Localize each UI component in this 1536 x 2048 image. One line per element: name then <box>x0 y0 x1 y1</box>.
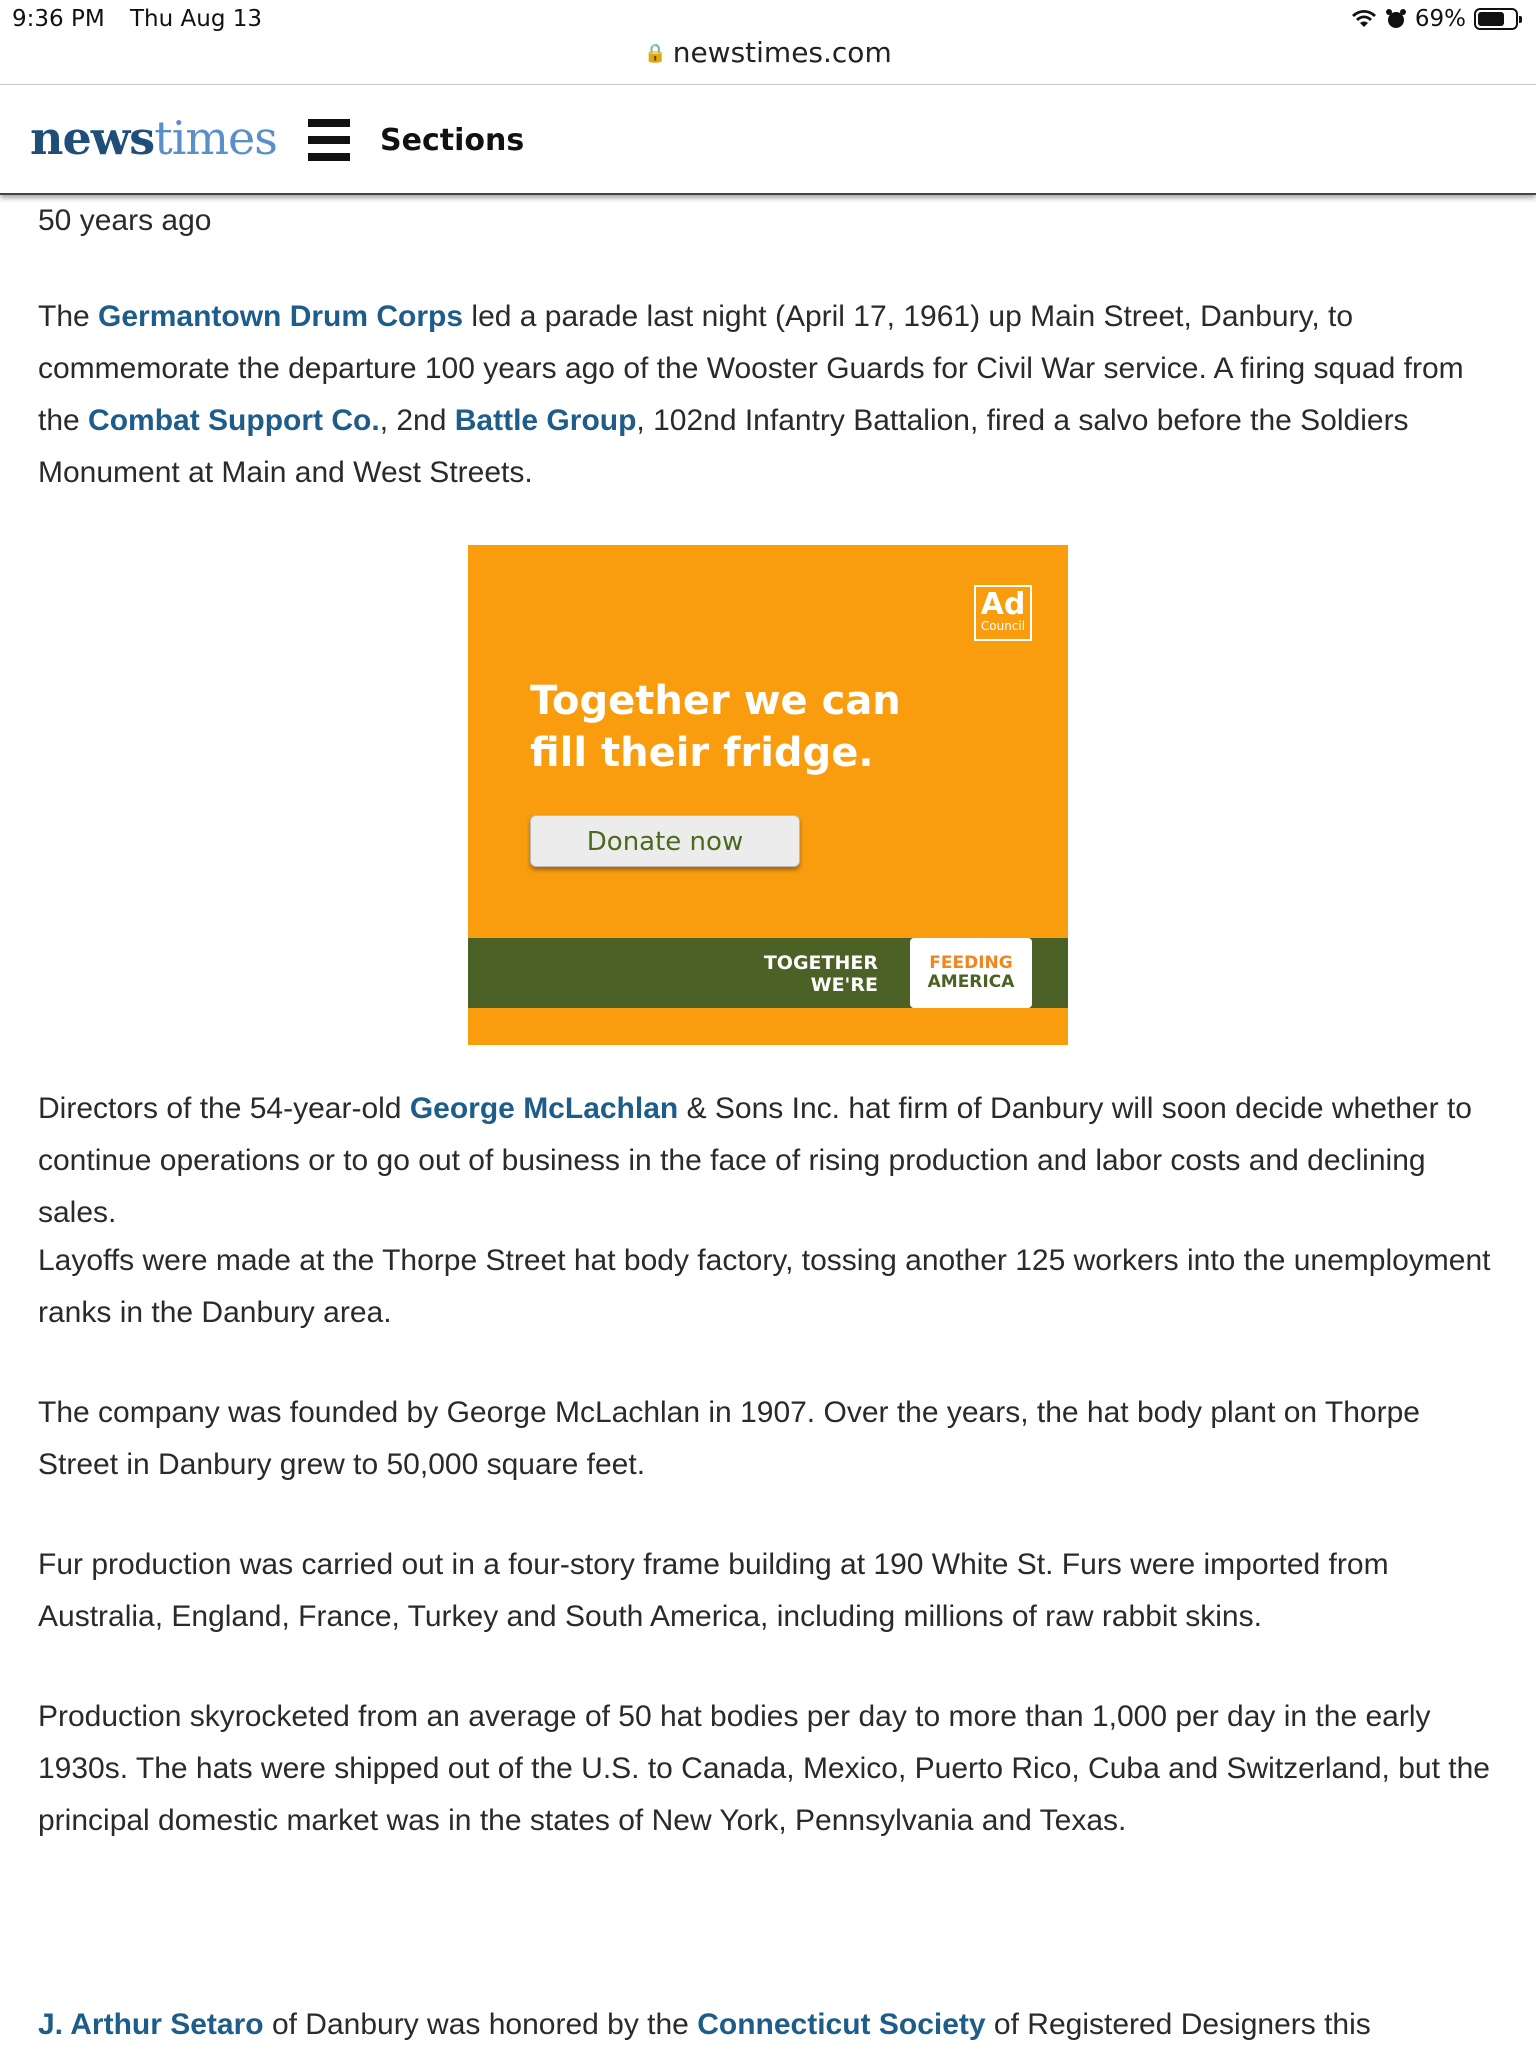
url-text: newstimes.com <box>672 36 892 69</box>
advertisement-banner[interactable] <box>468 545 1068 1045</box>
paragraph-text: & Sons Inc. hat firm of Danbury will soon decide whether to continue operations or to go out of business in the face of rising production and labor costs and declining sales. <box>38 1092 1472 1229</box>
paragraph-text: , 102nd Infantry Battalion, fired a salvo before the Soldiers Monument at Main and West Streets. <box>38 404 1409 489</box>
logo-bold: news <box>30 111 155 165</box>
status-date: Thu Aug 13 <box>130 6 263 32</box>
hamburger-menu-icon[interactable] <box>308 119 350 161</box>
link-germantown-drum-corps[interactable]: Germantown Drum Corps <box>98 300 464 333</box>
paragraph-text: The <box>38 300 99 333</box>
paragraph-text: led a parade last night (April 17, 1961) up Main Street, Danbury, to commemorate the departure 100 years ago of the Wooster Guards for Civil War service. A firing squad from the <box>38 300 1464 437</box>
donate-now-button[interactable]: Donate now <box>530 815 800 867</box>
link-combat-support-co[interactable]: Combat Support Co. <box>88 404 380 437</box>
ad-together-line: TOGETHER <box>763 952 878 974</box>
ad-together-text <box>764 952 878 996</box>
years-ago-heading: 50 years ago <box>38 204 212 237</box>
logo-light: times <box>154 111 277 165</box>
link-battle-group[interactable]: Battle Group <box>454 404 637 437</box>
ad-footer-band <box>468 938 1068 1008</box>
wifi-icon <box>1351 9 1377 29</box>
link-connecticut-society[interactable]: Connecticut Society <box>697 2008 986 2041</box>
site-logo[interactable] <box>30 111 277 165</box>
sections-button[interactable]: Sections <box>380 123 525 158</box>
ad-headline-line: fill their fridge. <box>530 730 874 776</box>
ad-together-line: WE'RE <box>810 974 878 996</box>
paragraph-text: of Danbury was honored by the <box>263 2008 698 2041</box>
status-bar <box>0 0 1536 40</box>
feeding-america-logo <box>910 938 1032 1008</box>
status-indicators <box>1351 6 1518 32</box>
ad-headline <box>530 675 950 779</box>
paragraph-text: , 2nd <box>379 404 455 437</box>
battery-icon <box>1474 8 1518 30</box>
article-paragraph: Layoffs were made at the Thorpe Street hat body factory, tossing another 125 workers into the unemployment ranks in the Danbury area. <box>38 1244 1491 1329</box>
paragraph-text: Directors of the 54-year-old <box>38 1092 410 1125</box>
status-time: 9:36 PM <box>12 6 105 32</box>
feeding-text: FEEDING <box>929 953 1013 973</box>
site-header <box>0 85 1536 195</box>
article-paragraph: Fur production was carried out in a four-story frame building at 190 White St. Furs were imported from Australia, England, France, Turkey and South America, including millions of raw rabbit skins. <box>38 1548 1389 1633</box>
ad-headline-line: Together we can <box>530 678 901 724</box>
paragraph-text: of Registered Designers this <box>985 2008 1371 2041</box>
ad-council-subtext: Council <box>980 619 1026 633</box>
alarm-icon <box>1385 8 1407 30</box>
ad-council-text: Ad <box>980 587 1026 622</box>
article-paragraph <box>38 291 1508 499</box>
ad-council-logo <box>974 585 1032 641</box>
article-paragraph <box>38 1999 1508 2048</box>
america-text: AMERICA <box>927 972 1015 992</box>
link-george-mclachlan[interactable]: George McLachlan <box>409 1092 679 1125</box>
address-bar[interactable] <box>0 36 1536 84</box>
link-j-arthur-setaro[interactable]: J. Arthur Setaro <box>38 2008 264 2041</box>
battery-percent: 69% <box>1414 6 1466 32</box>
article-paragraph: The company was founded by George McLachlan in 1907. Over the years, the hat body plant on Thorpe Street in Danbury grew to 50,000 square feet. <box>38 1396 1420 1481</box>
lock-icon: 🔒 <box>644 43 667 64</box>
article-paragraph <box>38 1083 1508 1239</box>
article-paragraph: Production skyrocketed from an average of 50 hat bodies per day to more than 1,000 per day in the early 1930s. The hats were shipped out of the U.S. to Canada, Mexico, Puerto Rico, Cuba and Switzerland, but the principal domestic market was in the states of New York, Pennsylvania and Texas. <box>38 1700 1490 1837</box>
